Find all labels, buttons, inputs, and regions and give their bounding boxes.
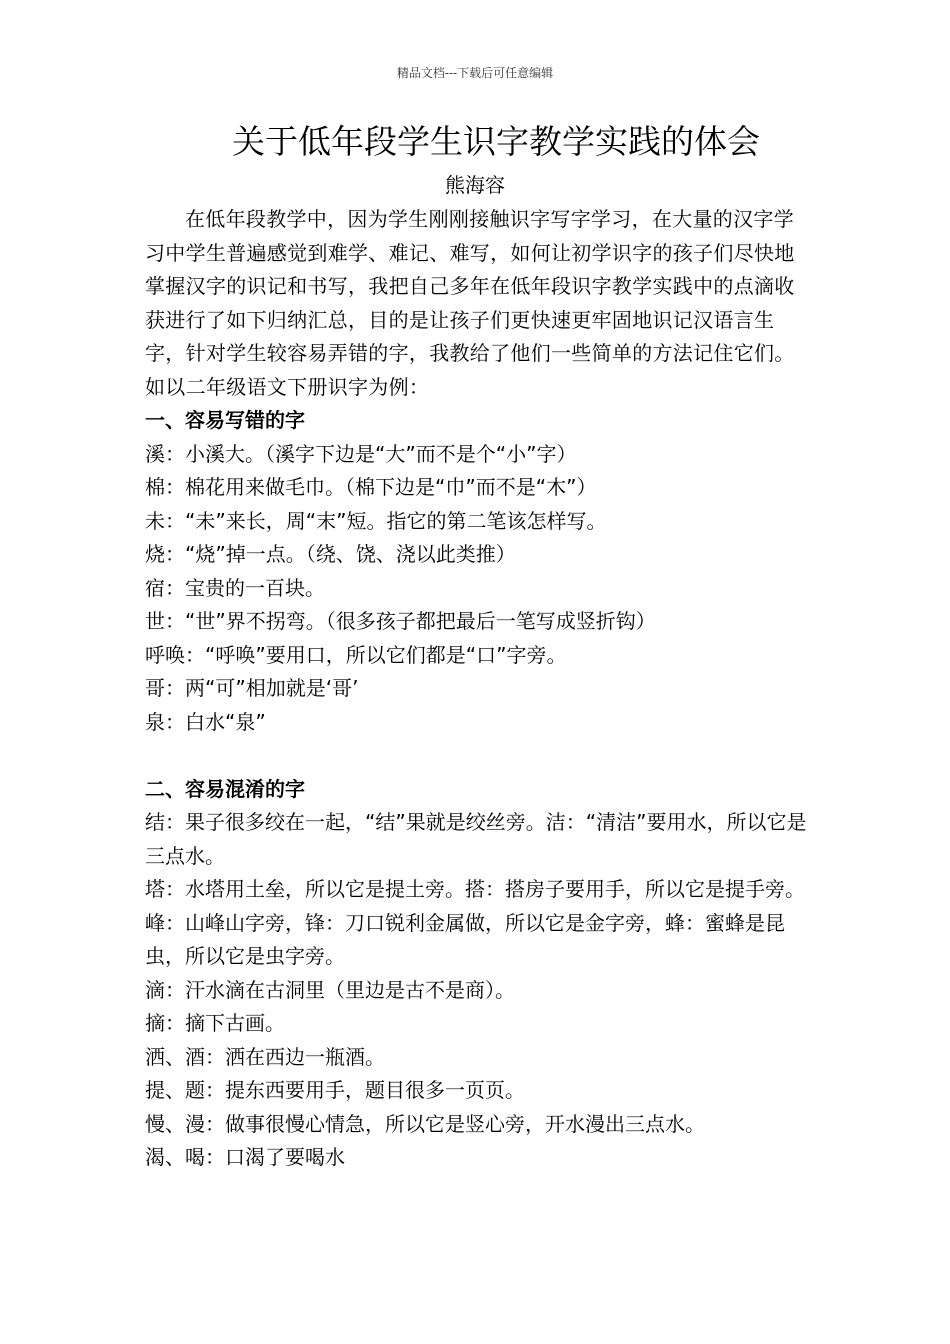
list-item: 未：“未”来长，周“末”短。指它的第二笔该怎样写。 xyxy=(145,508,607,533)
list-item: 泉：白水“泉” xyxy=(145,709,266,734)
list-item: 渴、喝：口渴了要喝水 xyxy=(145,1145,345,1169)
list-item: 峰：山峰山字旁，锋：刀口锐利金属做，所以它是金字旁，蜂：蜜蜂是昆虫，所以它是虫字旁。 xyxy=(145,910,785,968)
list-item: 棉：棉花用来做毛巾。（棉下边是“巾”而不是“木”） xyxy=(145,475,597,499)
list-item: 洒、酒：洒在西边一瓶酒。 xyxy=(145,1044,385,1069)
list-item: 宿：宝贵的一百块。 xyxy=(145,575,325,600)
list-item: 滴：汗水滴在古洞里（里边是古不是商）。 xyxy=(145,977,515,1002)
section-heading-easy-to-miswrite: 一、容易写错的字 xyxy=(145,408,305,432)
intro-paragraph: 在低年段教学中，因为学生刚刚接触识字写字学习，在大量的汉字学习中学生普遍感觉到难学、难记、难写，如何让初学识字的孩子们尽快地掌握汉字的识记和书写，我把自己多年在低年段识字教学实践中的点滴收获进行了如下归纳汇总，目的是让孩子们更快速更牢固地识记汉语言生字，针对学生较容易弄错的字，我教给了他们一些简单的方法记住它们。如以二年级语文下册识字为例： xyxy=(145,207,795,399)
page-header-note: 精品文档---下载后可任意编辑 xyxy=(396,66,554,80)
list-item: 呼唤：“呼唤”要用口，所以它们都是“口”字旁。 xyxy=(145,642,567,667)
list-item: 结：果子很多绞在一起，“结”果就是绞丝旁。洁：“清洁”要用水，所以它是三点水。 xyxy=(145,810,807,868)
list-item: 世：“世”界不拐弯。（很多孩子都把最后一笔写成竖折钩） xyxy=(145,609,656,633)
list-item: 慢、漫：做事很慢心情急，所以它是竖心旁，开水漫出三点水。 xyxy=(145,1111,705,1136)
author-name: 熊海容 xyxy=(445,173,505,197)
document-body xyxy=(145,203,810,1175)
list-item: 提、题：提东西要用手，题目很多一页页。 xyxy=(145,1078,525,1102)
list-item: 塔：水塔用土垒，所以它是提土旁。搭：搭房子要用手，所以它是提手旁。 xyxy=(145,877,805,901)
list-item: 摘：摘下古画。 xyxy=(145,1011,285,1035)
list-item: 溪：小溪大。（溪字下边是“大”而不是个“小”字） xyxy=(145,441,577,466)
spacer xyxy=(145,739,810,773)
list-item: 烧：“烧”掉一点。（绕、饶、浇以此类推） xyxy=(145,542,516,566)
list-item: 哥：两“可”相加就是‘哥’ xyxy=(145,676,359,700)
document-title: 关于低年段学生识字教学实践的体会 xyxy=(232,122,760,161)
section-heading-easy-to-confuse: 二、容易混淆的字 xyxy=(145,776,305,801)
